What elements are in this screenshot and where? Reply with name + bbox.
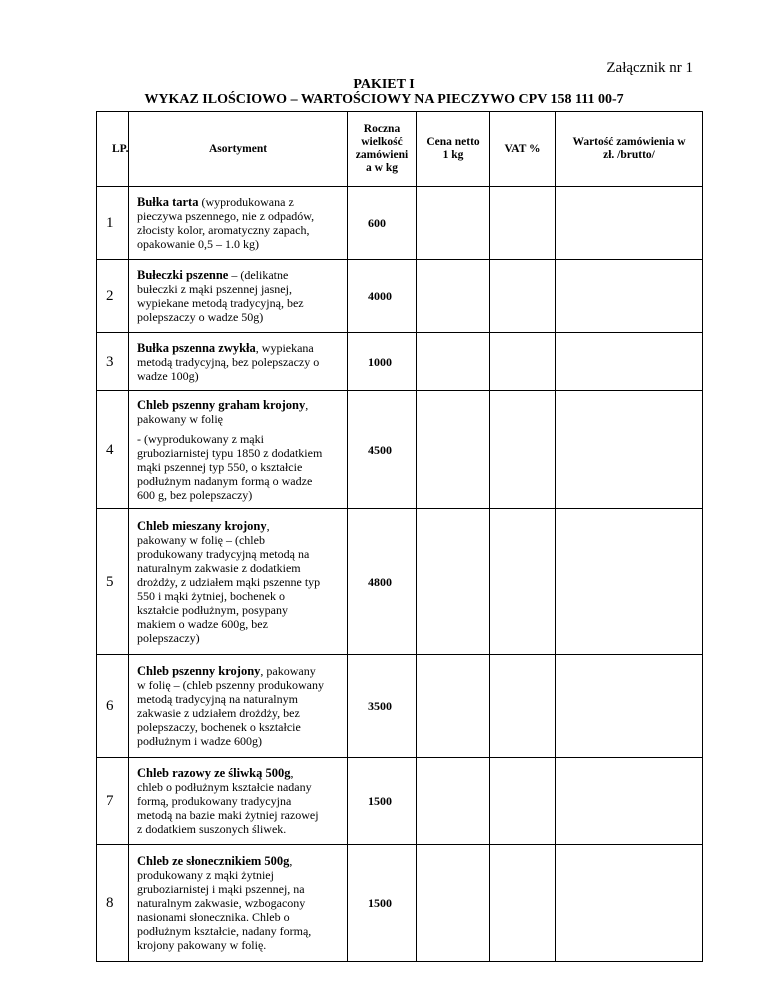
row-number: 7 — [97, 758, 129, 845]
row-gross-value[interactable] — [556, 509, 703, 655]
row-quantity: 600 — [348, 187, 417, 260]
row-net-price[interactable] — [417, 333, 490, 391]
row-number: 8 — [97, 845, 129, 962]
row-vat[interactable] — [490, 333, 556, 391]
header-lp: LP. — [97, 112, 129, 187]
row-gross-value[interactable] — [556, 655, 703, 758]
row-description: Bułka pszenna zwykła, wypiekana metodą tradycyjną, bez polepszaczy o wadze 100g) — [129, 333, 348, 391]
row-vat[interactable] — [490, 187, 556, 260]
row-description: Bułka tarta (wyprodukowana z pieczywa pszennego, nie z odpadów, złocisty kolor, aromatyczny zapach, opakowanie 0,5 – 1.0 kg) — [129, 187, 348, 260]
row-description: Chleb mieszany krojony, pakowany w folię – (chleb produkowany tradycyjną metodą na naturalnym zakwasie z dodatkiem drożdży, z udziałem mąki pszenne typ 550 i mąki żytniej, bochenek o kształcie podłużnym, posypany makiem o wadze 600g, bez polepszaczy) — [129, 509, 348, 655]
row-number: 3 — [97, 333, 129, 391]
header-vat: VAT % — [490, 112, 556, 187]
row-gross-value[interactable] — [556, 333, 703, 391]
table-row — [97, 391, 703, 509]
header-row — [97, 112, 703, 187]
header-net-price: Cena netto 1 kg — [417, 112, 490, 187]
row-gross-value[interactable] — [556, 187, 703, 260]
table-row — [97, 509, 703, 655]
row-number: 5 — [97, 509, 129, 655]
row-description: Chleb razowy ze śliwką 500g, chleb o podłużnym kształcie nadany formą, produkowany tradycyjna metodą na bazie maki żytniej razowej z dodatkiem suszonych śliwek. — [129, 758, 348, 845]
row-description: Chleb ze słonecznikiem 500g, produkowany z mąki żytniej gruboziarnistej i mąki pszennej, na naturalnym zakwasie, wzbogacony nasionami słonecznika. Chleb o podłużnym kształcie, nadany formą, krojony pakowany w folię. — [129, 845, 348, 962]
header-gross-value: Wartość zamówienia w zł. /brutto/ — [556, 112, 703, 187]
row-gross-value[interactable] — [556, 391, 703, 509]
header-assortment: Asortyment — [129, 112, 348, 187]
row-description: Bułeczki pszenne – (delikatne bułeczki z mąki pszennej jasnej, wypiekane metodą tradycyjną, bez polepszaczy o wadze 50g) — [129, 260, 348, 333]
row-vat[interactable] — [490, 845, 556, 962]
table-row — [97, 655, 703, 758]
row-gross-value[interactable] — [556, 845, 703, 962]
row-number: 4 — [97, 391, 129, 509]
document-title: PAKIET I — [353, 77, 415, 92]
row-description: Chleb pszenny krojony, pakowany w folię – (chleb pszenny produkowany metodą tradycyjną na naturalnym zakwasie z udziałem drożdży, bez polepszaczy, bochenek o kształcie podłużnym i wadze 600g) — [129, 655, 348, 758]
row-net-price[interactable] — [417, 509, 490, 655]
row-description: Chleb pszenny graham krojony, pakowany w folię - (wyprodukowany z mąki gruboziarnistej typu 1850 z dodatkiem mąki pszennej typ 550, o kształcie podłużnym nadanym formą o wadze 600 g, bez polepszaczy) — [129, 391, 348, 509]
row-quantity: 1500 — [348, 758, 417, 845]
row-gross-value[interactable] — [556, 260, 703, 333]
annex-label: Załącznik nr 1 — [606, 60, 693, 76]
row-quantity: 4800 — [348, 509, 417, 655]
row-net-price[interactable] — [417, 845, 490, 962]
row-vat[interactable] — [490, 509, 556, 655]
table-row — [97, 333, 703, 391]
table-row — [97, 758, 703, 845]
row-net-price[interactable] — [417, 391, 490, 509]
row-quantity: 1500 — [348, 845, 417, 962]
row-quantity: 3500 — [348, 655, 417, 758]
header-quantity: Roczna wielkość zamówieni a w kg — [348, 112, 417, 187]
row-quantity: 4000 — [348, 260, 417, 333]
table-row — [97, 260, 703, 333]
table-row — [97, 845, 703, 962]
row-number: 2 — [97, 260, 129, 333]
row-vat[interactable] — [490, 391, 556, 509]
table-row — [97, 187, 703, 260]
row-net-price[interactable] — [417, 655, 490, 758]
row-net-price[interactable] — [417, 758, 490, 845]
row-quantity: 4500 — [348, 391, 417, 509]
row-net-price[interactable] — [417, 260, 490, 333]
row-vat[interactable] — [490, 655, 556, 758]
row-number: 6 — [97, 655, 129, 758]
row-net-price[interactable] — [417, 187, 490, 260]
row-vat[interactable] — [490, 758, 556, 845]
document-subtitle: WYKAZ ILOŚCIOWO – WARTOŚCIOWY NA PIECZYWO CPV 158 111 00-7 — [144, 92, 624, 107]
row-vat[interactable] — [490, 260, 556, 333]
row-number: 1 — [97, 187, 129, 260]
row-gross-value[interactable] — [556, 758, 703, 845]
row-quantity: 1000 — [348, 333, 417, 391]
price-table — [96, 111, 703, 962]
